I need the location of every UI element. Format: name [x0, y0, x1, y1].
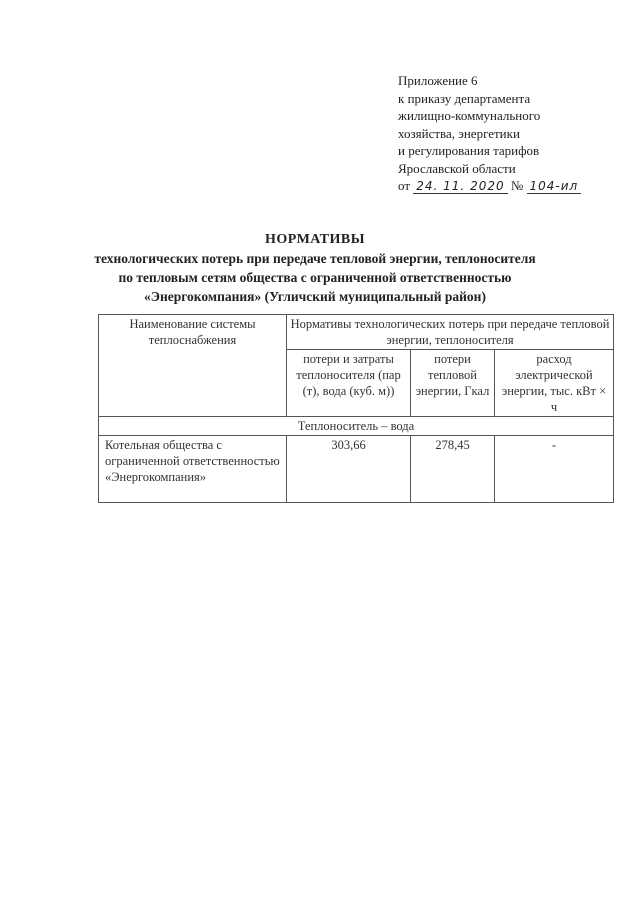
cell-coolant-losses: 303,66 — [287, 436, 411, 503]
table-row — [99, 436, 614, 503]
number-prefix: № — [510, 178, 524, 193]
norms-table — [98, 314, 614, 503]
appendix-line-order: к приказу департамента — [398, 90, 531, 106]
table-section-row — [99, 417, 614, 436]
appendix-date-line — [398, 177, 628, 195]
title-line-1: технологических потерь при передаче тепловой энергии, теплоносителя — [94, 251, 536, 266]
title-line-2: по тепловым сетям общества с ограниченной ответственностью — [118, 270, 512, 285]
header-system-name: Наименование системы теплоснабжения — [99, 315, 287, 417]
cell-electricity: - — [495, 436, 614, 503]
appendix-line-economy: хозяйства, энергетики — [398, 125, 520, 141]
appendix-title: Приложение 6 — [398, 73, 478, 88]
header-heat-losses: потери тепловой энергии, Гкал — [411, 350, 495, 417]
title-main: НОРМАТИВЫ — [265, 232, 365, 247]
appendix-line-department: жилищно-коммунального — [398, 108, 541, 123]
order-number: 104-ил — [527, 180, 582, 194]
appendix-header — [398, 72, 628, 195]
title-line-3: «Энергокомпания» (Угличский муниципальный район) — [144, 289, 486, 304]
table-header-row — [99, 315, 614, 350]
header-norms-group: Нормативы технологических потерь при передаче тепловой энергии, теплоносителя — [287, 315, 614, 350]
header-electricity: расход электрической энергии, тыс. кВт × ч — [495, 350, 614, 417]
header-coolant-losses: потери и затраты теплоносителя (пар (т), вода (куб. м)) — [287, 350, 411, 417]
appendix-line-tariffs: и регулирования тарифов — [398, 143, 540, 158]
date-prefix: от — [398, 178, 411, 193]
cell-heat-losses: 278,45 — [411, 436, 495, 503]
cell-boiler-name: Котельная общества с ограниченной ответственностью «Энергокомпания» — [99, 436, 287, 503]
document-title — [90, 230, 540, 306]
appendix-line-region: Ярославской области — [398, 160, 516, 176]
order-date: 24. 11. 2020 — [413, 180, 507, 194]
section-coolant-water: Теплоноситель – вода — [99, 417, 614, 436]
